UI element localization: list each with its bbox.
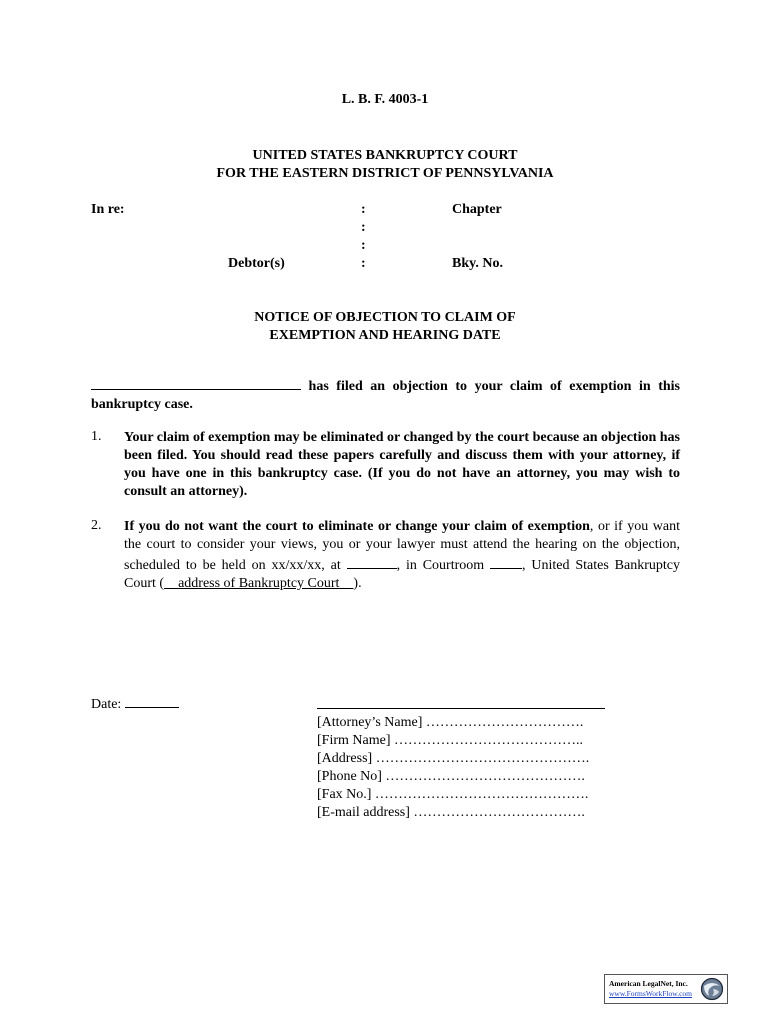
date-field xyxy=(91,695,179,713)
in-re-label: In re: xyxy=(91,202,125,217)
item-1-paragraph xyxy=(124,429,680,501)
signature-block xyxy=(317,714,589,822)
chapter-label: Chapter xyxy=(452,202,502,217)
badge-text xyxy=(605,979,692,999)
intro-text: has filed an objection to your claim of exemption in this bankruptcy case. xyxy=(91,379,680,412)
item-1-text: Your claim of exemption may be eliminated or changed by the court because an objection has been filed. You should read these papers carefully and discuss them with your attorney, if you have one in this bankruptcy case. (If you do not have an attorney, you may wish to consult an attorney). xyxy=(124,430,680,499)
address-field[interactable]: [Address] ………………………………………. xyxy=(317,751,590,766)
courtroom-blank[interactable] xyxy=(490,554,522,569)
item-2-bold-text: If you do not want the court to eliminate or change your claim of exemption xyxy=(124,519,590,534)
notice-title-line2: EXEMPTION AND HEARING DATE xyxy=(269,328,501,343)
item-number: 2. xyxy=(91,518,102,533)
caption-colon: : xyxy=(361,202,366,217)
signature-line[interactable] xyxy=(317,708,605,709)
item-2-paragraph xyxy=(124,518,680,593)
fax-field[interactable]: [Fax No.] ………………………………………. xyxy=(317,787,589,802)
court-address-field[interactable] xyxy=(164,576,353,591)
firm-name-field[interactable]: [Firm Name] ………………………………….. xyxy=(317,733,583,748)
badge-company: American LegalNet, Inc. xyxy=(609,979,688,988)
date-blank[interactable] xyxy=(125,695,179,708)
item-2-text: , or if you want the court to consider your views, you or your lawyer must attend the hearing on the objection, scheduled to be held on xx/xx/xx, at xyxy=(124,519,680,573)
item-2-text: , in Courtroom xyxy=(396,558,491,573)
debtor-label: Debtor(s) xyxy=(228,256,285,271)
date-label: Date: xyxy=(91,697,122,712)
court-address-label: address of Bankruptcy Court xyxy=(178,576,340,591)
notice-title-line1: NOTICE OF OBJECTION TO CLAIM OF xyxy=(254,310,516,325)
objector-name-blank[interactable] xyxy=(91,375,301,390)
caption-colon: : xyxy=(361,238,366,253)
item-2-text: ). xyxy=(353,576,362,591)
caption-colon: : xyxy=(361,220,366,235)
bky-no-label: Bky. No. xyxy=(452,256,503,271)
caption-colon: : xyxy=(361,256,366,271)
court-name-line2: FOR THE EASTERN DISTRICT OF PENNSYLVANIA xyxy=(216,166,554,181)
form-number: L. B. F. 4003-1 xyxy=(341,92,429,107)
globe-logo-icon xyxy=(700,977,724,1001)
item-number: 1. xyxy=(91,429,102,444)
court-name-line1: UNITED STATES BANKRUPTCY COURT xyxy=(252,148,518,163)
intro-paragraph xyxy=(91,375,680,414)
item-2-text: , United States Bankruptcy Court ( xyxy=(124,558,680,591)
phone-field[interactable]: [Phone No] ……………………………………. xyxy=(317,769,585,784)
attorney-name-field[interactable]: [Attorney’s Name] ……………………………. xyxy=(317,715,584,730)
american-legalnet-badge[interactable] xyxy=(604,974,728,1004)
email-field[interactable]: [E-mail address] ………………………………. xyxy=(317,805,585,820)
hearing-time-blank[interactable] xyxy=(347,554,397,569)
badge-url-link[interactable]: www.FormsWorkFlow.com xyxy=(609,989,693,998)
